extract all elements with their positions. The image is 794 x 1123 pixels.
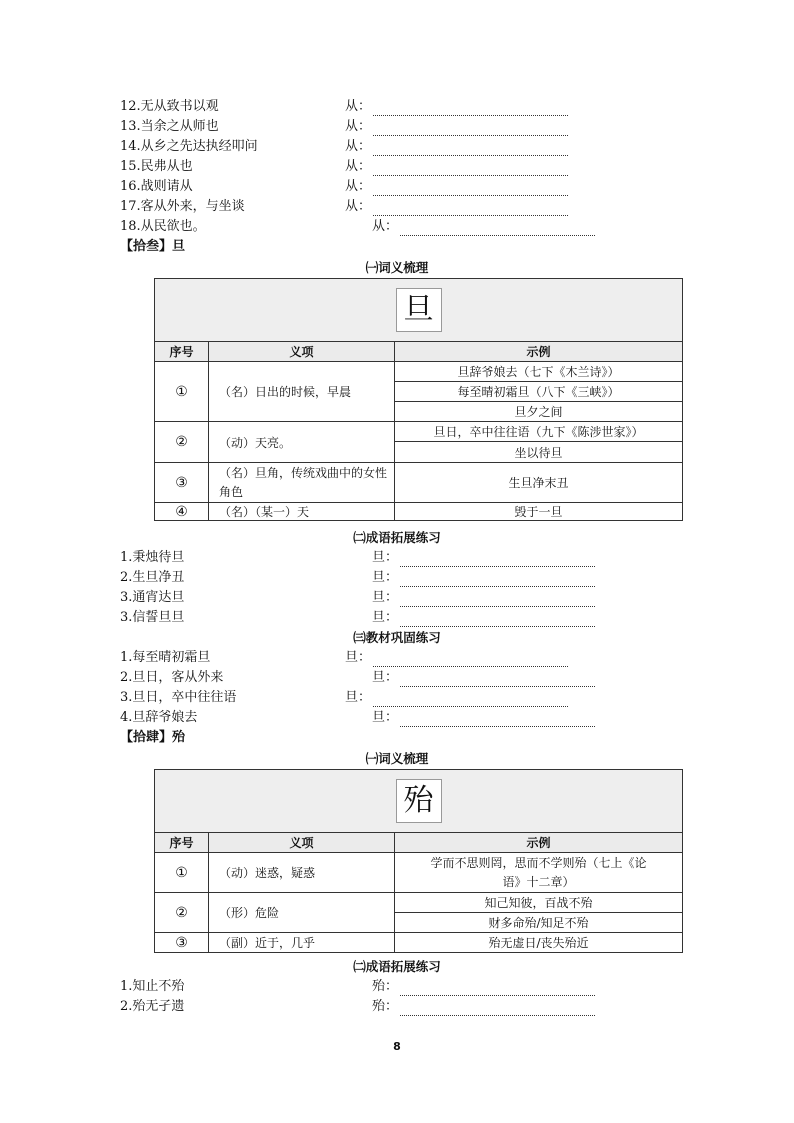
exercise-line: 2.旦日，客从外来 xyxy=(120,670,224,685)
header-example: 示例 xyxy=(395,342,683,362)
exercise-line: 17.客从外来，与坐谈 xyxy=(120,199,245,214)
answer-blank[interactable]: 从： xyxy=(345,138,568,156)
header-example: 示例 xyxy=(395,833,683,853)
exercise-line: 1.每至晴初霜旦 xyxy=(120,650,211,665)
header-num: 序号 xyxy=(155,342,209,362)
exercise-line: 14.从乡之先达执经叩问 xyxy=(120,139,258,154)
exercise-line: 18.从民欲也。 xyxy=(120,219,206,234)
row-meaning: （名）日出的时候，早晨 xyxy=(209,362,395,422)
row-num: ④ xyxy=(155,503,209,521)
subsection-heading: ㈡成语拓展练习 xyxy=(353,530,441,545)
exercise-line: 3.通宵达旦 xyxy=(120,590,185,605)
row-example: 财多命殆/知足不殆 xyxy=(395,913,683,933)
answer-blank[interactable]: 从： xyxy=(345,98,568,116)
header-meaning: 义项 xyxy=(209,833,395,853)
row-meaning: （名）（某一）天 xyxy=(209,503,395,521)
row-example: 殆无虚日/丧失殆近 xyxy=(395,933,683,953)
row-num: ① xyxy=(155,362,209,422)
row-meaning: （形）危险 xyxy=(209,893,395,933)
answer-blank[interactable]: 旦： xyxy=(372,609,595,627)
answer-blank[interactable]: 旦： xyxy=(345,689,568,707)
char-cell xyxy=(155,279,683,342)
row-meaning: （副）近于，几乎 xyxy=(209,933,395,953)
answer-blank[interactable]: 从： xyxy=(345,198,568,216)
subsection-heading: ㈠词义梳理 xyxy=(365,751,429,766)
page-number: 8 xyxy=(393,1040,401,1053)
row-num: ② xyxy=(155,893,209,933)
row-example: 知己知彼，百战不殆 xyxy=(395,893,683,913)
section-title: 【拾叁】旦 xyxy=(120,239,186,254)
subsection-heading: ㈡成语拓展练习 xyxy=(353,959,441,974)
answer-blank[interactable]: 旦： xyxy=(372,669,595,687)
answer-blank[interactable]: 旦： xyxy=(372,549,595,567)
answer-blank[interactable]: 殆： xyxy=(372,998,595,1016)
exercise-line: 2.殆无孑遗 xyxy=(120,999,185,1014)
exercise-line: 12.无从致书以观 xyxy=(120,99,219,114)
row-example: 每至晴初霜旦（八下《三峡》） xyxy=(395,382,683,402)
subsection-heading: ㈠词义梳理 xyxy=(365,260,429,275)
answer-blank[interactable]: 从： xyxy=(345,118,568,136)
header-meaning: 义项 xyxy=(209,342,395,362)
row-meaning: （动）迷惑，疑惑 xyxy=(209,853,395,893)
exercise-line: 15.民弗从也 xyxy=(120,159,193,174)
row-num: ② xyxy=(155,422,209,463)
section-title: 【拾肆】殆 xyxy=(120,730,186,745)
row-example: 旦辞爷娘去（七下《木兰诗》） xyxy=(395,362,683,382)
row-example: 生旦净末丑 xyxy=(395,463,683,503)
exercise-line: 4.旦辞爷娘去 xyxy=(120,710,198,725)
char-cell xyxy=(155,770,683,833)
exercise-line: 1.秉烛待旦 xyxy=(120,550,185,565)
row-example: 坐以待旦 xyxy=(395,442,683,463)
exercise-line: 3.信誓旦旦 xyxy=(120,610,185,625)
row-meaning: （名）旦角，传统戏曲中的女性角色 xyxy=(209,463,395,503)
subsection-heading: ㈢教材巩固练习 xyxy=(353,630,441,645)
row-example: 学而不思则罔，思而不学则殆（七上《论语》十二章） xyxy=(395,853,683,893)
headword-char: 殆 xyxy=(396,779,442,823)
header-num: 序号 xyxy=(155,833,209,853)
exercise-line: 3.旦日，卒中往往语 xyxy=(120,690,237,705)
row-example: 旦夕之间 xyxy=(395,402,683,422)
answer-blank[interactable]: 旦： xyxy=(345,649,568,667)
answer-blank[interactable]: 从： xyxy=(345,178,568,196)
row-meaning: （动）天亮。 xyxy=(209,422,395,463)
row-example: 毁于一旦 xyxy=(395,503,683,521)
exercise-line: 1.知止不殆 xyxy=(120,979,185,994)
exercise-line: 13.当余之从师也 xyxy=(120,119,219,134)
exercise-line: 2.生旦净丑 xyxy=(120,570,185,585)
answer-blank[interactable]: 旦： xyxy=(372,569,595,587)
gloss-table xyxy=(154,769,683,953)
row-example: 旦日，卒中往往语（九下《陈涉世家》） xyxy=(395,422,683,442)
row-num: ③ xyxy=(155,933,209,953)
headword-char: 旦 xyxy=(396,288,442,332)
gloss-table xyxy=(154,278,683,521)
exercise-line: 16.战则请从 xyxy=(120,179,193,194)
answer-blank[interactable]: 从： xyxy=(372,218,595,236)
row-num: ① xyxy=(155,853,209,893)
row-num: ③ xyxy=(155,463,209,503)
answer-blank[interactable]: 旦： xyxy=(372,589,595,607)
answer-blank[interactable]: 从： xyxy=(345,158,568,176)
answer-blank[interactable]: 殆： xyxy=(372,978,595,996)
answer-blank[interactable]: 旦： xyxy=(372,709,595,727)
